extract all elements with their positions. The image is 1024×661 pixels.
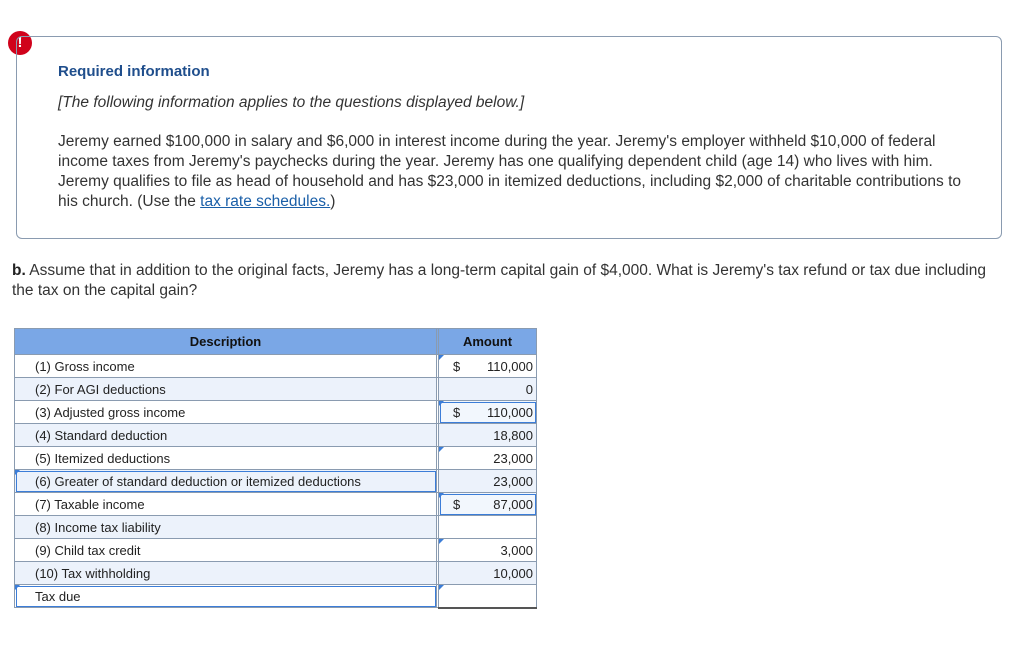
table-row xyxy=(15,470,537,493)
table-row xyxy=(15,585,537,608)
row-description: (1) Gross income xyxy=(15,355,437,378)
table-row xyxy=(15,539,537,562)
table-row xyxy=(15,355,537,378)
info-body xyxy=(58,132,978,212)
table-row xyxy=(15,447,537,470)
table-row xyxy=(15,516,537,539)
amount-input[interactable]: $ 110,000 xyxy=(439,401,537,424)
alert-icon: ! xyxy=(8,31,32,55)
question-text xyxy=(12,261,1002,301)
info-subtitle: [The following information applies to the questions displayed below.] xyxy=(58,94,525,111)
row-description: (3) Adjusted gross income xyxy=(15,401,437,424)
table-header-row xyxy=(15,329,537,355)
row-description-select[interactable]: Tax due xyxy=(15,585,437,608)
info-title: Required information xyxy=(58,63,210,80)
amount-input[interactable]: 23,000 xyxy=(439,447,537,470)
description-header: Description xyxy=(15,329,437,355)
amount-input[interactable] xyxy=(439,516,537,539)
amount-header: Amount xyxy=(439,329,537,355)
table-row xyxy=(15,378,537,401)
amount-input[interactable]: 23,000 xyxy=(439,470,537,493)
row-description-select[interactable]: (6) Greater of standard deduction or itemized deductions xyxy=(15,470,437,493)
row-description: (9) Child tax credit xyxy=(15,539,437,562)
amount-input[interactable]: 18,800 xyxy=(439,424,537,447)
table-row xyxy=(15,562,537,585)
amount-input[interactable]: 3,000 xyxy=(439,539,537,562)
row-description: (7) Taxable income xyxy=(15,493,437,516)
table-row xyxy=(15,493,537,516)
row-description: (8) Income tax liability xyxy=(15,516,437,539)
row-description: (2) For AGI deductions xyxy=(15,378,437,401)
amount-input[interactable]: $ 110,000 xyxy=(439,355,537,378)
amount-input[interactable]: $ 87,000 xyxy=(439,493,537,516)
tax-calculation-table xyxy=(14,328,537,609)
tax-rate-schedules-link[interactable]: tax rate schedules. xyxy=(200,193,331,210)
amount-input[interactable] xyxy=(439,585,537,608)
table-row xyxy=(15,424,537,447)
table-row xyxy=(15,401,537,424)
row-description: (4) Standard deduction xyxy=(15,424,437,447)
amount-input[interactable]: 10,000 xyxy=(439,562,537,585)
question-body: Assume that in addition to the original facts, Jeremy has a long-term capital gain of $4,000. What is Jeremy's tax refund or tax due including the tax on the capital gain? xyxy=(12,262,986,299)
question-label: b. xyxy=(12,262,26,279)
info-body-end: ) xyxy=(330,193,336,210)
row-description: (10) Tax withholding xyxy=(15,562,437,585)
amount-input[interactable]: 0 xyxy=(439,378,537,401)
required-info-box xyxy=(16,36,1002,239)
row-description: (5) Itemized deductions xyxy=(15,447,437,470)
info-body-text: Jeremy earned $100,000 in salary and $6,000 in interest income during the year. Jeremy's employer withheld $10,000 of federal income taxes from Jeremy's paychecks during the year. Jeremy has one qualifying dependent child (age 14) who lives with him. Jeremy qualifies to file as head of household and has $23,000 in itemized deductions, including $2,000 of charitable contributions to his church. (Use the xyxy=(58,133,962,210)
